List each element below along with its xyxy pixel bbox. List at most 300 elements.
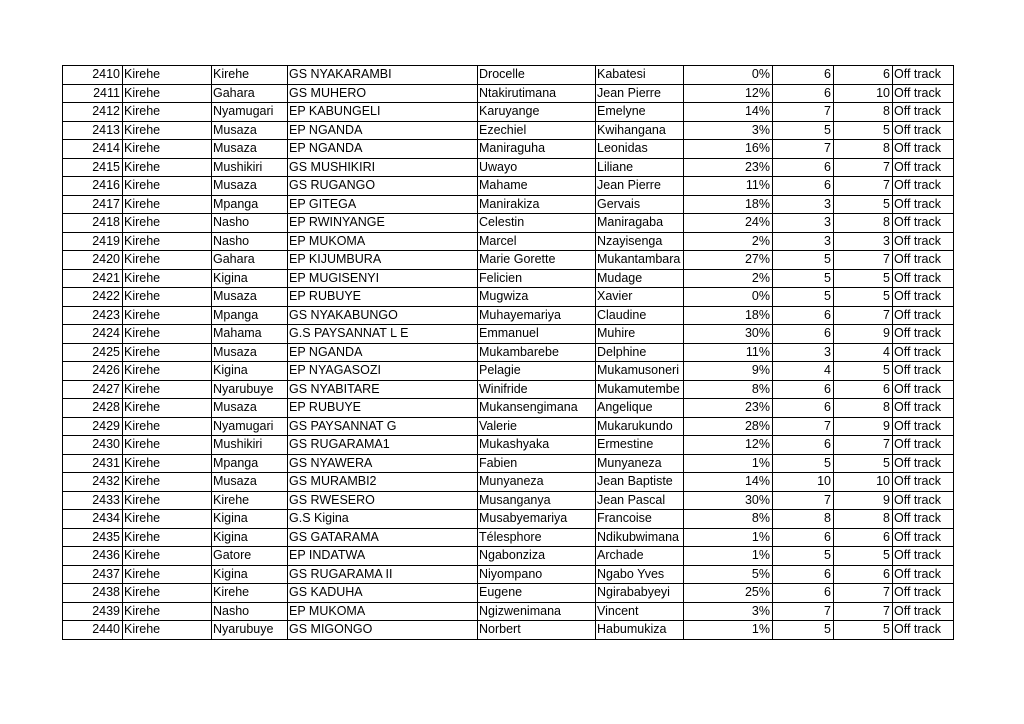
cell-id: 2423 bbox=[63, 306, 123, 325]
cell-status: Off track bbox=[893, 325, 954, 344]
cell-score-a: 7 bbox=[773, 491, 834, 510]
cell-sector: Musaza bbox=[212, 121, 288, 140]
cell-percent: 2% bbox=[684, 232, 773, 251]
table-row bbox=[63, 269, 954, 288]
cell-status: Off track bbox=[893, 103, 954, 122]
cell-school: EP NGANDA bbox=[288, 343, 478, 362]
cell-score-a: 3 bbox=[773, 195, 834, 214]
cell-percent: 9% bbox=[684, 362, 773, 381]
cell-score-b: 4 bbox=[834, 343, 893, 362]
cell-district: Kirehe bbox=[123, 121, 212, 140]
cell-score-a: 6 bbox=[773, 565, 834, 584]
cell-percent: 12% bbox=[684, 84, 773, 103]
cell-percent: 8% bbox=[684, 380, 773, 399]
cell-first-name: Leonidas bbox=[596, 140, 684, 159]
cell-score-a: 5 bbox=[773, 288, 834, 307]
cell-id: 2438 bbox=[63, 584, 123, 603]
cell-score-b: 7 bbox=[834, 251, 893, 270]
table-row bbox=[63, 602, 954, 621]
cell-score-a: 5 bbox=[773, 454, 834, 473]
cell-first-name: Mukantambara bbox=[596, 251, 684, 270]
cell-percent: 0% bbox=[684, 66, 773, 85]
cell-school: GS NYABITARE bbox=[288, 380, 478, 399]
cell-score-a: 5 bbox=[773, 251, 834, 270]
cell-last-name: Winifride bbox=[478, 380, 596, 399]
cell-id: 2415 bbox=[63, 158, 123, 177]
cell-score-a: 7 bbox=[773, 103, 834, 122]
cell-district: Kirehe bbox=[123, 343, 212, 362]
cell-id: 2431 bbox=[63, 454, 123, 473]
cell-school: GS NYAKARAMBI bbox=[288, 66, 478, 85]
cell-id: 2420 bbox=[63, 251, 123, 270]
cell-percent: 28% bbox=[684, 417, 773, 436]
cell-status: Off track bbox=[893, 602, 954, 621]
cell-score-b: 7 bbox=[834, 602, 893, 621]
cell-district: Kirehe bbox=[123, 325, 212, 344]
cell-id: 2411 bbox=[63, 84, 123, 103]
cell-id: 2417 bbox=[63, 195, 123, 214]
cell-sector: Mushikiri bbox=[212, 436, 288, 455]
cell-score-a: 10 bbox=[773, 473, 834, 492]
cell-sector: Mpanga bbox=[212, 195, 288, 214]
table-row bbox=[63, 177, 954, 196]
cell-last-name: Maniraguha bbox=[478, 140, 596, 159]
cell-first-name: Habumukiza bbox=[596, 621, 684, 640]
cell-sector: Musaza bbox=[212, 399, 288, 418]
cell-district: Kirehe bbox=[123, 380, 212, 399]
cell-score-a: 6 bbox=[773, 84, 834, 103]
cell-score-b: 8 bbox=[834, 399, 893, 418]
cell-last-name: Marie Gorette bbox=[478, 251, 596, 270]
cell-first-name: Maniragaba bbox=[596, 214, 684, 233]
cell-score-b: 6 bbox=[834, 565, 893, 584]
cell-first-name: Muhire bbox=[596, 325, 684, 344]
cell-last-name: Niyompano bbox=[478, 565, 596, 584]
cell-school: EP GITEGA bbox=[288, 195, 478, 214]
cell-score-b: 8 bbox=[834, 103, 893, 122]
cell-score-a: 5 bbox=[773, 121, 834, 140]
cell-first-name: Gervais bbox=[596, 195, 684, 214]
cell-district: Kirehe bbox=[123, 417, 212, 436]
cell-last-name: Marcel bbox=[478, 232, 596, 251]
cell-last-name: Mukashyaka bbox=[478, 436, 596, 455]
cell-first-name: Jean Baptiste bbox=[596, 473, 684, 492]
cell-last-name: Pelagie bbox=[478, 362, 596, 381]
cell-district: Kirehe bbox=[123, 362, 212, 381]
cell-school: EP KIJUMBURA bbox=[288, 251, 478, 270]
cell-status: Off track bbox=[893, 584, 954, 603]
cell-district: Kirehe bbox=[123, 288, 212, 307]
cell-district: Kirehe bbox=[123, 84, 212, 103]
cell-sector: Nasho bbox=[212, 232, 288, 251]
cell-sector: Nyamugari bbox=[212, 103, 288, 122]
cell-id: 2432 bbox=[63, 473, 123, 492]
table-row bbox=[63, 84, 954, 103]
cell-id: 2434 bbox=[63, 510, 123, 529]
cell-district: Kirehe bbox=[123, 602, 212, 621]
cell-school: GS NYAKABUNGO bbox=[288, 306, 478, 325]
cell-sector: Kirehe bbox=[212, 491, 288, 510]
cell-school: GS RUGARAMA II bbox=[288, 565, 478, 584]
cell-status: Off track bbox=[893, 140, 954, 159]
cell-sector: Mushikiri bbox=[212, 158, 288, 177]
cell-id: 2428 bbox=[63, 399, 123, 418]
cell-percent: 2% bbox=[684, 269, 773, 288]
cell-school: GS NYAWERA bbox=[288, 454, 478, 473]
cell-sector: Nyamugari bbox=[212, 417, 288, 436]
cell-school: GS RWESERO bbox=[288, 491, 478, 510]
cell-district: Kirehe bbox=[123, 621, 212, 640]
cell-score-b: 3 bbox=[834, 232, 893, 251]
table-row bbox=[63, 103, 954, 122]
cell-district: Kirehe bbox=[123, 66, 212, 85]
cell-sector: Musaza bbox=[212, 343, 288, 362]
cell-score-a: 5 bbox=[773, 547, 834, 566]
cell-district: Kirehe bbox=[123, 473, 212, 492]
cell-first-name: Ndikubwimana bbox=[596, 528, 684, 547]
cell-percent: 1% bbox=[684, 621, 773, 640]
cell-sector: Kigina bbox=[212, 528, 288, 547]
cell-first-name: Munyaneza bbox=[596, 454, 684, 473]
cell-id: 2414 bbox=[63, 140, 123, 159]
cell-last-name: Ntakirutimana bbox=[478, 84, 596, 103]
cell-sector: Mpanga bbox=[212, 306, 288, 325]
cell-score-b: 5 bbox=[834, 547, 893, 566]
cell-last-name: Felicien bbox=[478, 269, 596, 288]
cell-score-b: 7 bbox=[834, 158, 893, 177]
cell-first-name: Archade bbox=[596, 547, 684, 566]
cell-score-a: 3 bbox=[773, 232, 834, 251]
cell-sector: Mpanga bbox=[212, 454, 288, 473]
cell-status: Off track bbox=[893, 158, 954, 177]
cell-id: 2412 bbox=[63, 103, 123, 122]
cell-last-name: Celestin bbox=[478, 214, 596, 233]
cell-percent: 27% bbox=[684, 251, 773, 270]
cell-score-a: 6 bbox=[773, 177, 834, 196]
cell-score-a: 5 bbox=[773, 269, 834, 288]
cell-score-b: 9 bbox=[834, 417, 893, 436]
cell-last-name: Munyaneza bbox=[478, 473, 596, 492]
table-row bbox=[63, 158, 954, 177]
cell-percent: 11% bbox=[684, 177, 773, 196]
cell-school: EP NGANDA bbox=[288, 121, 478, 140]
cell-id: 2427 bbox=[63, 380, 123, 399]
table-row bbox=[63, 436, 954, 455]
cell-first-name: Francoise bbox=[596, 510, 684, 529]
cell-id: 2425 bbox=[63, 343, 123, 362]
cell-last-name: Uwayo bbox=[478, 158, 596, 177]
table-row bbox=[63, 528, 954, 547]
table-row bbox=[63, 195, 954, 214]
cell-district: Kirehe bbox=[123, 547, 212, 566]
cell-score-b: 7 bbox=[834, 436, 893, 455]
cell-school: EP INDATWA bbox=[288, 547, 478, 566]
table-row bbox=[63, 232, 954, 251]
cell-last-name: Musabyemariya bbox=[478, 510, 596, 529]
cell-last-name: Mukansengimana bbox=[478, 399, 596, 418]
table-row bbox=[63, 362, 954, 381]
cell-district: Kirehe bbox=[123, 528, 212, 547]
cell-district: Kirehe bbox=[123, 399, 212, 418]
cell-last-name: Télesphore bbox=[478, 528, 596, 547]
cell-status: Off track bbox=[893, 362, 954, 381]
cell-district: Kirehe bbox=[123, 306, 212, 325]
cell-first-name: Vincent bbox=[596, 602, 684, 621]
cell-last-name: Mahame bbox=[478, 177, 596, 196]
cell-last-name: Ngizwenimana bbox=[478, 602, 596, 621]
table-row bbox=[63, 510, 954, 529]
cell-district: Kirehe bbox=[123, 158, 212, 177]
table-row bbox=[63, 621, 954, 640]
cell-percent: 12% bbox=[684, 436, 773, 455]
cell-status: Off track bbox=[893, 232, 954, 251]
cell-first-name: Kwihangana bbox=[596, 121, 684, 140]
cell-id: 2439 bbox=[63, 602, 123, 621]
cell-first-name: Jean Pierre bbox=[596, 177, 684, 196]
cell-status: Off track bbox=[893, 510, 954, 529]
cell-score-a: 7 bbox=[773, 417, 834, 436]
cell-score-b: 8 bbox=[834, 214, 893, 233]
cell-school: G.S PAYSANNAT L E bbox=[288, 325, 478, 344]
cell-school: G.S Kigina bbox=[288, 510, 478, 529]
cell-status: Off track bbox=[893, 343, 954, 362]
cell-last-name: Ngabonziza bbox=[478, 547, 596, 566]
cell-status: Off track bbox=[893, 306, 954, 325]
cell-score-b: 6 bbox=[834, 380, 893, 399]
cell-score-b: 5 bbox=[834, 121, 893, 140]
cell-school: GS KADUHA bbox=[288, 584, 478, 603]
cell-sector: Nasho bbox=[212, 214, 288, 233]
cell-status: Off track bbox=[893, 621, 954, 640]
cell-last-name: Muhayemariya bbox=[478, 306, 596, 325]
cell-score-b: 9 bbox=[834, 491, 893, 510]
cell-percent: 25% bbox=[684, 584, 773, 603]
cell-sector: Kigina bbox=[212, 565, 288, 584]
cell-first-name: Mudage bbox=[596, 269, 684, 288]
cell-id: 2426 bbox=[63, 362, 123, 381]
table-row bbox=[63, 140, 954, 159]
cell-score-b: 6 bbox=[834, 66, 893, 85]
cell-percent: 0% bbox=[684, 288, 773, 307]
cell-score-a: 5 bbox=[773, 621, 834, 640]
cell-sector: Nyarubuye bbox=[212, 380, 288, 399]
cell-id: 2436 bbox=[63, 547, 123, 566]
cell-first-name: Xavier bbox=[596, 288, 684, 307]
cell-district: Kirehe bbox=[123, 565, 212, 584]
cell-score-a: 6 bbox=[773, 584, 834, 603]
cell-percent: 1% bbox=[684, 528, 773, 547]
cell-district: Kirehe bbox=[123, 140, 212, 159]
cell-first-name: Ngirababyeyi bbox=[596, 584, 684, 603]
cell-id: 2418 bbox=[63, 214, 123, 233]
cell-percent: 11% bbox=[684, 343, 773, 362]
cell-score-b: 5 bbox=[834, 454, 893, 473]
cell-first-name: Liliane bbox=[596, 158, 684, 177]
cell-first-name: Ngabo Yves bbox=[596, 565, 684, 584]
cell-school: GS MUSHIKIRI bbox=[288, 158, 478, 177]
cell-last-name: Fabien bbox=[478, 454, 596, 473]
table-row bbox=[63, 121, 954, 140]
cell-status: Off track bbox=[893, 565, 954, 584]
table-body bbox=[63, 66, 954, 640]
data-table bbox=[62, 65, 954, 640]
cell-status: Off track bbox=[893, 66, 954, 85]
cell-school: EP KABUNGELI bbox=[288, 103, 478, 122]
cell-first-name: Jean Pierre bbox=[596, 84, 684, 103]
cell-id: 2410 bbox=[63, 66, 123, 85]
cell-first-name: Claudine bbox=[596, 306, 684, 325]
cell-district: Kirehe bbox=[123, 584, 212, 603]
cell-score-a: 6 bbox=[773, 399, 834, 418]
cell-last-name: Eugene bbox=[478, 584, 596, 603]
cell-percent: 3% bbox=[684, 121, 773, 140]
cell-district: Kirehe bbox=[123, 214, 212, 233]
cell-school: EP MUGISENYI bbox=[288, 269, 478, 288]
cell-status: Off track bbox=[893, 473, 954, 492]
cell-district: Kirehe bbox=[123, 510, 212, 529]
cell-score-a: 7 bbox=[773, 140, 834, 159]
cell-sector: Musaza bbox=[212, 177, 288, 196]
cell-school: GS GATARAMA bbox=[288, 528, 478, 547]
cell-id: 2421 bbox=[63, 269, 123, 288]
cell-sector: Musaza bbox=[212, 473, 288, 492]
cell-status: Off track bbox=[893, 399, 954, 418]
cell-score-b: 10 bbox=[834, 84, 893, 103]
cell-percent: 23% bbox=[684, 399, 773, 418]
cell-score-b: 5 bbox=[834, 362, 893, 381]
cell-first-name: Kabatesi bbox=[596, 66, 684, 85]
cell-last-name: Mugwiza bbox=[478, 288, 596, 307]
cell-status: Off track bbox=[893, 491, 954, 510]
table-row bbox=[63, 565, 954, 584]
cell-school: EP RWINYANGE bbox=[288, 214, 478, 233]
cell-district: Kirehe bbox=[123, 177, 212, 196]
cell-status: Off track bbox=[893, 195, 954, 214]
cell-score-b: 5 bbox=[834, 621, 893, 640]
cell-id: 2422 bbox=[63, 288, 123, 307]
table-row bbox=[63, 584, 954, 603]
cell-school: EP MUKOMA bbox=[288, 232, 478, 251]
cell-score-a: 7 bbox=[773, 602, 834, 621]
table-row bbox=[63, 547, 954, 566]
cell-score-b: 7 bbox=[834, 177, 893, 196]
cell-school: GS MIGONGO bbox=[288, 621, 478, 640]
table-row bbox=[63, 399, 954, 418]
cell-percent: 14% bbox=[684, 473, 773, 492]
cell-district: Kirehe bbox=[123, 103, 212, 122]
table-row bbox=[63, 306, 954, 325]
cell-status: Off track bbox=[893, 454, 954, 473]
cell-last-name: Musanganya bbox=[478, 491, 596, 510]
cell-last-name: Norbert bbox=[478, 621, 596, 640]
cell-percent: 24% bbox=[684, 214, 773, 233]
cell-percent: 30% bbox=[684, 325, 773, 344]
cell-last-name: Ezechiel bbox=[478, 121, 596, 140]
cell-score-a: 6 bbox=[773, 66, 834, 85]
cell-sector: Kirehe bbox=[212, 66, 288, 85]
cell-first-name: Angelique bbox=[596, 399, 684, 418]
cell-percent: 30% bbox=[684, 491, 773, 510]
cell-score-b: 5 bbox=[834, 195, 893, 214]
cell-score-b: 5 bbox=[834, 269, 893, 288]
cell-status: Off track bbox=[893, 177, 954, 196]
cell-status: Off track bbox=[893, 214, 954, 233]
cell-percent: 8% bbox=[684, 510, 773, 529]
cell-first-name: Mukamutembe bbox=[596, 380, 684, 399]
cell-id: 2440 bbox=[63, 621, 123, 640]
cell-status: Off track bbox=[893, 417, 954, 436]
cell-percent: 18% bbox=[684, 195, 773, 214]
cell-score-a: 3 bbox=[773, 343, 834, 362]
cell-status: Off track bbox=[893, 269, 954, 288]
cell-sector: Nasho bbox=[212, 602, 288, 621]
cell-status: Off track bbox=[893, 380, 954, 399]
cell-first-name: Emelyne bbox=[596, 103, 684, 122]
cell-percent: 23% bbox=[684, 158, 773, 177]
cell-sector: Gahara bbox=[212, 84, 288, 103]
cell-score-a: 4 bbox=[773, 362, 834, 381]
cell-percent: 18% bbox=[684, 306, 773, 325]
cell-first-name: Mukarukundo bbox=[596, 417, 684, 436]
cell-id: 2429 bbox=[63, 417, 123, 436]
cell-status: Off track bbox=[893, 251, 954, 270]
cell-first-name: Nzayisenga bbox=[596, 232, 684, 251]
cell-sector: Mahama bbox=[212, 325, 288, 344]
cell-id: 2435 bbox=[63, 528, 123, 547]
cell-status: Off track bbox=[893, 84, 954, 103]
cell-score-b: 8 bbox=[834, 140, 893, 159]
cell-last-name: Drocelle bbox=[478, 66, 596, 85]
cell-score-a: 6 bbox=[773, 528, 834, 547]
cell-school: GS RUGARAMA1 bbox=[288, 436, 478, 455]
cell-district: Kirehe bbox=[123, 454, 212, 473]
table-row bbox=[63, 380, 954, 399]
cell-school: GS MUHERO bbox=[288, 84, 478, 103]
cell-school: EP NYAGASOZI bbox=[288, 362, 478, 381]
table-row bbox=[63, 251, 954, 270]
cell-percent: 5% bbox=[684, 565, 773, 584]
cell-score-a: 6 bbox=[773, 306, 834, 325]
cell-score-b: 9 bbox=[834, 325, 893, 344]
cell-district: Kirehe bbox=[123, 195, 212, 214]
cell-school: EP NGANDA bbox=[288, 140, 478, 159]
cell-percent: 1% bbox=[684, 454, 773, 473]
cell-last-name: Emmanuel bbox=[478, 325, 596, 344]
cell-score-b: 10 bbox=[834, 473, 893, 492]
cell-district: Kirehe bbox=[123, 491, 212, 510]
cell-id: 2413 bbox=[63, 121, 123, 140]
cell-last-name: Manirakiza bbox=[478, 195, 596, 214]
cell-first-name: Ermestine bbox=[596, 436, 684, 455]
table-row bbox=[63, 343, 954, 362]
cell-school: EP MUKOMA bbox=[288, 602, 478, 621]
cell-school: EP RUBUYE bbox=[288, 399, 478, 418]
cell-score-b: 7 bbox=[834, 306, 893, 325]
cell-sector: Kigina bbox=[212, 269, 288, 288]
cell-id: 2433 bbox=[63, 491, 123, 510]
cell-sector: Nyarubuye bbox=[212, 621, 288, 640]
cell-id: 2416 bbox=[63, 177, 123, 196]
cell-percent: 14% bbox=[684, 103, 773, 122]
cell-id: 2437 bbox=[63, 565, 123, 584]
cell-sector: Musaza bbox=[212, 140, 288, 159]
cell-score-a: 6 bbox=[773, 158, 834, 177]
cell-school: GS MURAMBI2 bbox=[288, 473, 478, 492]
cell-id: 2430 bbox=[63, 436, 123, 455]
cell-first-name: Mukamusoneri bbox=[596, 362, 684, 381]
cell-district: Kirehe bbox=[123, 436, 212, 455]
cell-district: Kirehe bbox=[123, 269, 212, 288]
